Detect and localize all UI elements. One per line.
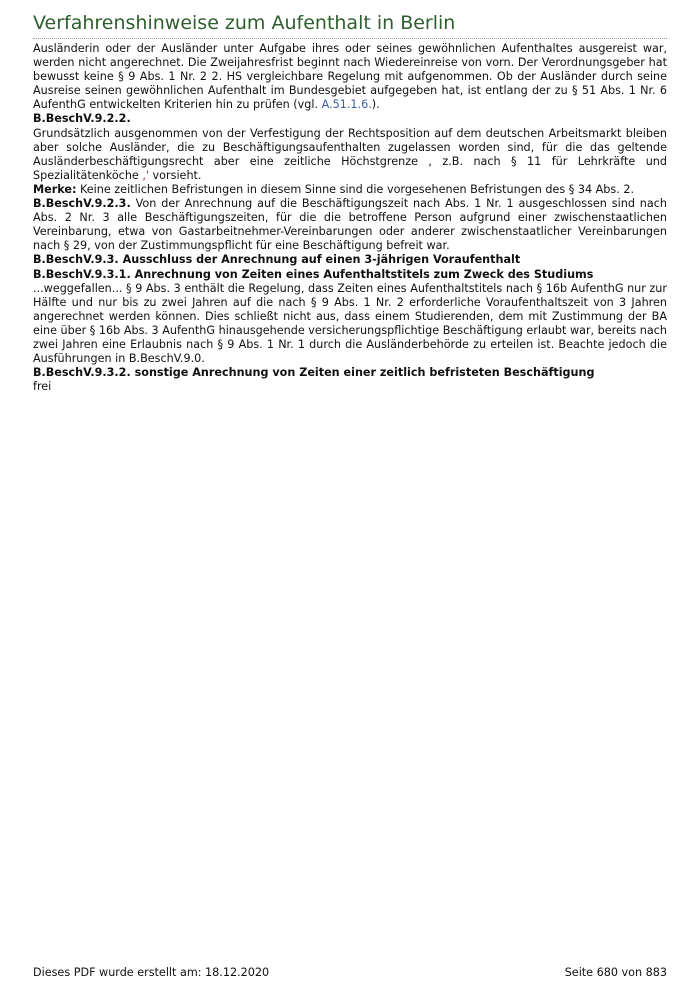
- paragraph-text: Von der Anrechnung auf die Beschäftigungszeit nach Abs. 1 Nr. 1 ausgeschlossen sind nach Abs. 2 Nr. 3 alle Beschäftigungszeiten, für die die betroffene Person aufgrund einer zwischenstaatlichen Vereinbarung, etwa von Gastarbeitnehmer-Vereinbarungen oder anderer zwischenstaatlicher Vereinbarungen nach § 29, von der Zustimmungspflicht für eine Beschäftigung befreit war.: [33, 197, 667, 253]
- footer-created-date: Dieses PDF wurde erstellt am: 18.12.2020: [33, 966, 270, 979]
- paragraph-study-periods: ...weggefallen... § 9 Abs. 3 enthält die Regelung, dass Zeiten eines Aufenthaltstitels nach § 16b AufenthG nur zur Hälfte und nur bis zu zwei Jahren auf die nach § 9 Abs. 1 Nr. 2 erforderliche Voraufenthaltszeit von 3 Jahren angerechnet werden können. Dies schließt nicht aus, dass einem Studierenden, dem mit Zustimmung der BA eine über § 16b Abs. 3 AufenthG hinausgehende versicherungspflichtige Beschäftigung erlaubt war, bereits nach zwei Jahren eine Erlaubnis nach § 9 Abs. 1 Nr. 1 durch die Ausländerbehörde zu erteilen ist. Beachte jedoch die Ausführungen in B.BeschV.9.0.: [33, 281, 667, 366]
- quote-mark: ,': [142, 168, 149, 182]
- paragraph-9-2-3: [33, 197, 667, 253]
- section-heading-9-3-2: B.BeschV.9.3.2. sonstige Anrechnung von Zeiten einer zeitlich befristeten Beschäftigung: [33, 366, 595, 380]
- paragraph-text: Ausländerin oder der Ausländer unter Aufgabe ihres oder seines gewöhnlichen Aufenthaltes ausgereist war, werden nicht angerechnet. Die Zweijahresfrist beginnt nach Wiedereinreise von vorn. Der Verordnungsgeber hat bewusst keine § 9 Abs. 1 Nr. 2 2. HS vergleichbare Regelung mit aufgenommen. Ob der Ausländer durch seine Ausreise seinen gewöhnlichen Aufenthalt im Bundesgebiet aufgegeben hat, ist entlang der zu § 51 Abs. 1 Nr. 6 AufenthG entwickelten Kriterien hin zu prüfen (vgl.: [33, 42, 667, 112]
- document-body: [33, 42, 667, 394]
- merke-label: Merke:: [33, 182, 77, 196]
- paragraph-merke: [33, 183, 667, 197]
- page-header: [33, 10, 667, 39]
- paragraph-text: Grundsätzlich ausgenommen von der Verfestigung der Rechtsposition auf dem deutschen Arbeitsmarkt bleiben aber solche Ausländer, die zu Beschäftigungsaufenthalten zugelassen worden sind, für die das geltende Ausländerbeschäftigungsrecht aber eine zeitliche Höchstgrenze , z.B. nach § 11 für Lehrkräfte und Spezialitätenköche: [33, 126, 667, 182]
- footer-page-number: Seite 680 von 883: [564, 966, 667, 979]
- section-label-9-2-3: B.BeschV.9.2.3.: [33, 197, 131, 211]
- reference-link-a51-1-6[interactable]: A.51.1.6.: [321, 98, 372, 112]
- paragraph-frei: frei: [33, 380, 52, 394]
- section-heading-9-3-1: B.BeschV.9.3.1. Anrechnung von Zeiten eines Aufenthaltstitels zum Zweck des Studiums: [33, 267, 594, 281]
- section-heading-9-2-2: B.BeschV.9.2.2.: [33, 112, 131, 126]
- section-heading-9-3: B.BeschV.9.3. Ausschluss der Anrechnung auf einen 3-jährigen Voraufenthalt: [33, 253, 521, 267]
- paragraph-residence-interruption: [33, 42, 667, 112]
- merke-text: Keine zeitlichen Befristungen in diesem Sinne sind die vorgesehenen Befristungen des § 34 Abs. 2.: [76, 182, 635, 196]
- paragraph-text-end: vorsieht.: [149, 168, 202, 182]
- header-divider: [33, 38, 667, 39]
- paragraph-exclusion-rule: [33, 127, 667, 183]
- paragraph-text-end: ).: [371, 98, 380, 112]
- page-title: Verfahrenshinweise zum Aufenthalt in Berlin: [33, 12, 456, 34]
